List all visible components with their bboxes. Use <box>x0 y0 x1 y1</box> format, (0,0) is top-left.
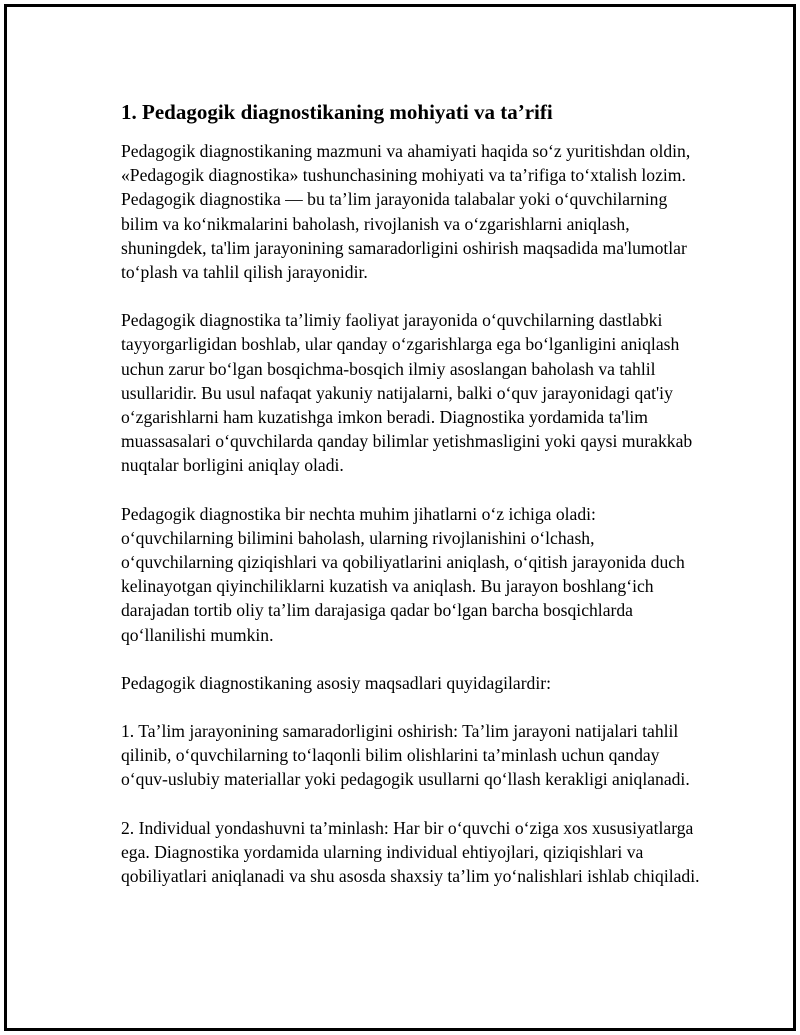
document-body <box>121 99 701 912</box>
paragraph-goals-intro: Pedagogik diagnostikaning asosiy maqsadlari quyidagilardir: <box>121 672 551 693</box>
goal-item-1: 1. Ta’lim jarayonining samaradorligini oshirish: Ta’lim jarayoni natijalari tahlil qilinib, o‘quvchilarning to‘laqonli bilim olishlarini ta’minlash uchun qanday o‘quv-uslubiy materiallar yoki pedagogik usullarni qo‘llash kerakligi aniqlanadi. <box>121 721 690 790</box>
paragraph-definition: Pedagogik diagnostikaning mazmuni va ahamiyati haqida so‘z yuritishdan oldin, «Pedagogik diagnostika» tushunchasining mohiyati va ta’rifiga to‘xtalish lozim. Pedagogik diagnostika — bu ta’lim jarayonida talabalar yoki o‘quvchilarning bilim va ko‘nikmalarini baholash, rivojlanish va o‘zgarishlarni aniqlash, shuningdek, ta'lim jarayonining samaradorligini oshirish maqsadida ma'lumotlar to‘plash va tahlil qilish jarayonidir. <box>121 141 691 283</box>
paragraph-aspects: Pedagogik diagnostika bir nechta muhim jihatlarni o‘z ichiga oladi: o‘quvchilarning bilimini baholash, ularning rivojlanishini o‘lchash, o‘quvchilarning qiziqishlari va qobiliyatlarini aniqlash, o‘qitish jarayonida duch kelinayotgan qiyinchiliklarni kuzatish va aniqlash. Bu jarayon boshlang‘ich darajadan tortib oliy ta’lim darajasiga qadar bo‘lgan barcha bosqichlarda qo‘llanilishi mumkin. <box>121 503 685 645</box>
page-frame <box>4 4 796 1031</box>
goal-item-2: 2. Individual yondashuvni ta’minlash: Har bir o‘quvchi o‘ziga xos xususiyatlarga ega. Diagnostika yordamida ularning individual ehtiyojlari, qiziqishlari va qobiliyatlari aniqlanadi va shu asosda shaxsiy ta’lim yo‘nalishlari ishlab chiqiladi. <box>121 817 700 887</box>
paragraph-methods: Pedagogik diagnostika ta’limiy faoliyat jarayonida o‘quvchilarning dastlabki tayyorgarligidan boshlab, ular qanday o‘zgarishlarga ega bo‘lganligini aniqlash uchun zarur bo‘lgan bosqichma-bosqich ilmiy asoslangan baholash va tahlil usullaridir. Bu usul nafaqat yakuniy natijalarni, balki o‘quv jarayonidagi qat'iy o‘zgarishlarni ham kuzatishga imkon beradi. Diagnostika yordamida ta'lim muassasalari o‘quvchilarda qanday bilimlar yetishmasligini yoki qaysi murakkab nuqtalar borligini aniqlay oladi. <box>121 310 693 476</box>
section-heading: 1. Pedagogik diagnostikaning mohiyati va ta’rifi <box>121 100 553 124</box>
